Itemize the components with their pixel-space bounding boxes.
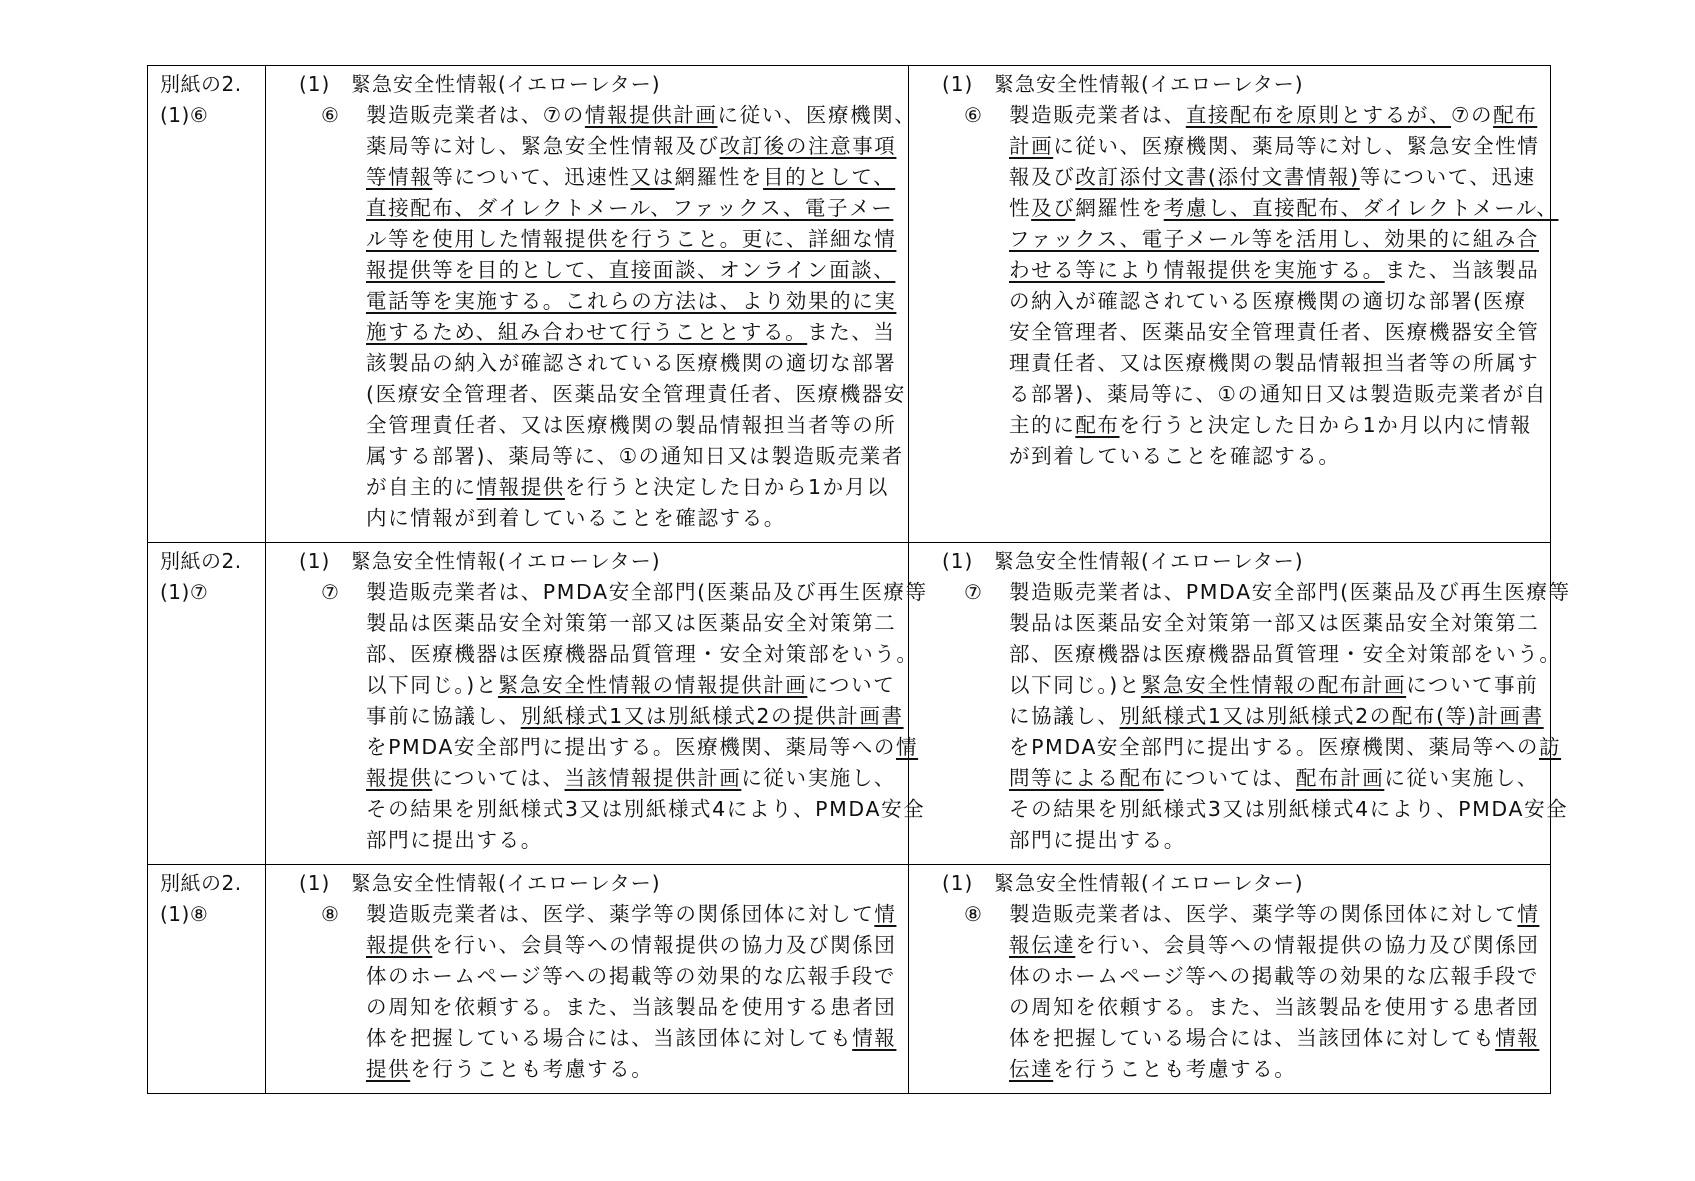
text-segment: に協議し、	[1009, 704, 1120, 728]
text-line	[366, 131, 898, 162]
underlined-revision-text: 考慮し、直接配布、ダイレクトメール、	[1163, 196, 1559, 220]
text-segment: に従い、医療機関、	[717, 103, 917, 127]
underlined-revision-text: 目的として、	[763, 165, 896, 189]
section-heading	[266, 868, 908, 899]
text-segment: 製品は医薬品安全対策第一部又は医薬品安全対策第二	[366, 611, 897, 635]
section-title: 緊急安全性情報(イエローレター)	[994, 549, 1304, 573]
text-segment: 製造販売業者は、PMDA安全部門(医薬品及び再生医療等	[1009, 580, 1571, 604]
paragraph-lines	[1009, 100, 1559, 472]
text-line	[366, 410, 898, 441]
underlined-revision-text: 及び	[1031, 196, 1076, 220]
underlined-revision-text: 計画	[1009, 134, 1054, 158]
section-title: 緊急安全性情報(イエローレター)	[351, 549, 661, 573]
text-segment: 全管理責任者、又は医療機関の製品情報担当者等の所	[366, 413, 897, 437]
comparison-table	[147, 65, 1571, 1094]
text-segment: 製造販売業者は、医学、薬学等の関係団体に対して	[366, 902, 875, 926]
paragraph-lines	[366, 899, 898, 1085]
text-line	[366, 441, 904, 472]
underlined-revision-text: 問等による配布	[1009, 766, 1164, 790]
text-line	[366, 930, 898, 961]
text-segment: の周知を依頼する。また、当該製品を使用する患者団	[366, 995, 897, 1019]
underlined-revision-text: 緊急安全性情報の配布計画	[1140, 673, 1407, 697]
old-text-cell	[266, 66, 917, 543]
text-line	[366, 639, 919, 670]
underlined-revision-text: 当該情報提供計画	[564, 766, 742, 790]
text-line	[366, 577, 928, 608]
text-line	[366, 825, 898, 856]
text-line	[366, 193, 898, 224]
section-title: 緊急安全性情報(イエローレター)	[994, 72, 1304, 96]
text-segment: 以下同じ。)と	[1009, 673, 1141, 697]
text-segment: 該製品の納入が確認されている医療機関の適切な部署	[366, 351, 897, 375]
text-segment: を行うことも考慮する。	[1053, 1057, 1297, 1081]
underlined-revision-text: 電話等を実施する。これらの方法は、より効果的に実	[366, 289, 897, 313]
reference-cell	[148, 543, 266, 865]
new-text-cell	[909, 543, 1571, 865]
text-line	[366, 794, 926, 825]
text-line	[1009, 255, 1540, 286]
text-line	[1009, 1054, 1540, 1085]
old-text-cell	[266, 865, 909, 1094]
text-segment: ⑦の	[1451, 103, 1494, 127]
underlined-revision-text: 別紙様式1又は別紙様式2の配布(等)計画書	[1119, 704, 1544, 728]
text-segment: 製造販売業者は、医学、薬学等の関係団体に対して	[1009, 902, 1518, 926]
underlined-revision-text: 提供	[366, 1057, 411, 1081]
text-segment: その結果を別紙様式3又は別紙様式4により、PMDA安全	[366, 797, 926, 821]
text-segment: 部門に提出する。	[366, 828, 543, 852]
underlined-revision-text: 伝達	[1009, 1057, 1054, 1081]
text-line	[1009, 825, 1540, 856]
text-line	[1009, 794, 1569, 825]
text-segment: 等について、迅速性	[432, 165, 631, 189]
underlined-revision-text: 配布	[1075, 413, 1120, 437]
text-segment: については、	[432, 766, 565, 790]
text-segment: その結果を別紙様式3又は別紙様式4により、PMDA安全	[1009, 797, 1569, 821]
text-line	[1009, 639, 1562, 670]
text-segment: 事前に協議し、	[366, 704, 521, 728]
text-segment: を行い、会員等への情報提供の協力及び関係団	[432, 933, 897, 957]
section-number: (1)	[299, 72, 331, 96]
item-paragraph	[909, 577, 1571, 856]
reference-label-line-2: (1)⑥	[160, 103, 209, 127]
item-marker: ⑧	[321, 902, 339, 926]
text-line	[1009, 379, 1547, 410]
table-row	[148, 543, 1551, 865]
underlined-revision-text: 情報提供	[476, 475, 565, 499]
text-line	[366, 1054, 898, 1085]
text-line	[366, 255, 898, 286]
text-segment: をPMDA安全部門に提出する。医療機関、薬局等への	[366, 735, 896, 759]
section-number: (1)	[299, 549, 331, 573]
section-heading	[909, 69, 1550, 100]
text-line	[366, 286, 898, 317]
item-paragraph	[909, 100, 1559, 472]
text-segment: に従い実施し、	[741, 766, 897, 790]
underlined-revision-text: 等情報	[366, 165, 433, 189]
new-text-cell	[909, 66, 1559, 543]
reference-label-line-1: 別紙の2.	[160, 549, 242, 573]
text-segment: について	[807, 673, 896, 697]
item-marker: ⑦	[321, 580, 339, 604]
text-segment: 性	[1009, 196, 1032, 220]
text-line	[366, 224, 898, 255]
reference-label-line-1: 別紙の2.	[160, 871, 242, 895]
item-marker: ⑦	[964, 580, 982, 604]
table-row	[148, 865, 1551, 1094]
section-number: (1)	[942, 549, 974, 573]
text-line	[366, 992, 898, 1023]
underlined-revision-text: 又は	[630, 165, 675, 189]
text-line	[366, 503, 898, 534]
section-title: 緊急安全性情報(イエローレター)	[351, 871, 661, 895]
text-line	[366, 961, 898, 992]
text-line	[1009, 701, 1544, 732]
underlined-revision-text: 配布計画	[1295, 766, 1385, 790]
text-segment: 製造販売業者は、⑦の	[366, 103, 585, 127]
text-segment: に従い、医療機関、薬局等に対し、緊急安全性情	[1053, 134, 1540, 158]
item-paragraph	[266, 899, 908, 1085]
text-line	[1009, 608, 1540, 639]
underlined-revision-text: ル等を使用した情報提供を行うこと。更に、詳細な情	[366, 227, 897, 251]
text-segment: 体を把握している場合には、当該団体に対しても	[366, 1026, 853, 1050]
text-line	[366, 608, 898, 639]
text-line	[366, 763, 898, 794]
text-line	[1009, 577, 1571, 608]
text-segment: 体のホームページ等への掲載等の効果的な広報手段で	[366, 964, 896, 988]
section-title: 緊急安全性情報(イエローレター)	[351, 72, 661, 96]
text-line	[1009, 100, 1540, 131]
underlined-revision-text: ファックス、電子メール等を活用し、効果的に組み合	[1009, 227, 1539, 251]
text-segment: 以下同じ。)と	[366, 673, 498, 697]
text-line	[366, 100, 917, 131]
text-segment: 部門に提出する。	[1009, 828, 1186, 852]
new-text-cell	[909, 865, 1551, 1094]
text-line	[366, 162, 898, 193]
text-line	[1009, 193, 1559, 224]
text-line	[1009, 348, 1540, 379]
underlined-revision-text: 改訂後の注意事項	[719, 134, 897, 158]
text-line	[1009, 992, 1540, 1023]
text-segment: の周知を依頼する。また、当該製品を使用する患者団	[1009, 995, 1540, 1019]
underlined-revision-text: 改訂添付文書(添付文書情報)	[1075, 165, 1360, 189]
text-segment: に従い実施し、	[1384, 766, 1540, 790]
text-line	[1009, 670, 1540, 701]
underlined-revision-text: 情	[1517, 902, 1540, 926]
text-segment: 製造販売業者は、PMDA安全部門(医薬品及び再生医療等	[366, 580, 928, 604]
text-segment: 安全管理者、医薬品安全管理責任者、医療機器安全管	[1009, 320, 1540, 344]
text-line	[1009, 162, 1540, 193]
text-line	[1009, 899, 1540, 930]
text-line	[1009, 763, 1540, 794]
section-heading	[909, 546, 1550, 577]
text-segment: 等について、迅速	[1359, 165, 1536, 189]
underlined-revision-text: 配布	[1493, 103, 1538, 127]
text-segment: 薬局等に対し、緊急安全性情報及び	[366, 134, 720, 158]
item-marker: ⑥	[964, 103, 982, 127]
text-segment: る部署)、薬局等に、①の通知日又は製造販売業者が自	[1009, 382, 1547, 406]
underlined-revision-text: 情報	[1495, 1026, 1540, 1050]
underlined-revision-text: 直接配布を原則とするが、	[1185, 103, 1452, 127]
underlined-revision-text: 別紙様式1又は別紙様式2の提供計画書	[520, 704, 904, 728]
text-line	[366, 317, 898, 348]
text-segment: 網羅性を	[1075, 196, 1164, 220]
text-line	[1009, 732, 1562, 763]
underlined-revision-text: わせる等により情報提供を実施する。	[1009, 258, 1385, 282]
paragraph-lines	[366, 100, 917, 534]
text-line	[366, 472, 898, 503]
text-line	[1009, 1023, 1540, 1054]
text-line	[1009, 317, 1540, 348]
underlined-revision-text: 訪	[1539, 735, 1562, 759]
text-segment: 主的に	[1009, 413, 1076, 437]
text-segment: 属する部署)、薬局等に、①の通知日又は製造販売業者	[366, 444, 904, 468]
underlined-revision-text: 情	[896, 735, 919, 759]
section-number: (1)	[942, 871, 974, 895]
text-segment: 部、医療機器は医療機器品質管理・安全対策部をいう。	[366, 642, 919, 666]
reference-label-line-1: 別紙の2.	[160, 72, 242, 96]
text-segment: 網羅性を	[674, 165, 764, 189]
text-segment: 製品は医薬品安全対策第一部又は医薬品安全対策第二	[1009, 611, 1540, 635]
item-paragraph	[266, 577, 928, 856]
item-marker: ⑥	[321, 103, 339, 127]
text-segment: (医療安全管理者、医薬品安全管理責任者、医療機器安	[366, 382, 906, 406]
underlined-revision-text: 報提供	[366, 933, 433, 957]
text-segment: が到着していることを確認する。	[1009, 444, 1341, 468]
section-title: 緊急安全性情報(イエローレター)	[994, 871, 1304, 895]
section-heading	[909, 868, 1550, 899]
text-segment: については、	[1163, 766, 1296, 790]
text-line	[366, 670, 898, 701]
text-segment: また、当	[807, 320, 896, 344]
text-line	[1009, 224, 1540, 255]
text-line	[1009, 131, 1540, 162]
text-segment: を行うことも考慮する。	[410, 1057, 654, 1081]
text-segment: 体のホームページ等への掲載等の効果的な広報手段で	[1009, 964, 1539, 988]
text-segment: について事前	[1406, 673, 1539, 697]
section-heading	[266, 546, 908, 577]
underlined-revision-text: 情報提供計画	[584, 103, 718, 127]
text-line	[366, 732, 919, 763]
section-heading	[266, 69, 908, 100]
underlined-revision-text: 緊急安全性情報の情報提供計画	[497, 673, 808, 697]
table-body	[148, 66, 1571, 1094]
text-segment: が自主的に	[366, 475, 477, 499]
text-line	[366, 1023, 898, 1054]
text-line	[366, 379, 906, 410]
section-number: (1)	[942, 72, 974, 96]
text-segment: 体を把握している場合には、当該団体に対しても	[1009, 1026, 1496, 1050]
item-paragraph	[909, 899, 1550, 1085]
underlined-revision-text: 情	[874, 902, 897, 926]
section-number: (1)	[299, 871, 331, 895]
reference-label-line-2: (1)⑧	[160, 902, 209, 926]
text-segment: を行うと決定した日から1か月以	[564, 475, 889, 499]
text-segment: 製造販売業者は、	[1009, 103, 1186, 127]
text-segment: を行い、会員等への情報提供の協力及び関係団	[1075, 933, 1540, 957]
text-line	[1009, 930, 1540, 961]
underlined-revision-text: 報提供等を目的として、直接面談、オンライン面談、	[366, 258, 896, 282]
underlined-revision-text: 直接配布、ダイレクトメール、ファックス、電子メー	[366, 196, 894, 220]
item-paragraph	[266, 100, 917, 534]
reference-cell	[148, 66, 266, 543]
text-line	[366, 348, 898, 379]
text-line	[366, 899, 898, 930]
item-marker: ⑧	[964, 902, 982, 926]
old-text-cell	[266, 543, 928, 865]
underlined-revision-text: 施するため、組み合わせて行うこととする。	[366, 320, 808, 344]
text-segment: 部、医療機器は医療機器品質管理・安全対策部をいう。	[1009, 642, 1562, 666]
text-segment: また、当該製品	[1384, 258, 1540, 282]
reference-cell	[148, 865, 266, 1094]
text-segment: の納入が確認されている医療機関の適切な部署(医療	[1009, 289, 1527, 313]
text-segment: 理責任者、又は医療機関の製品情報担当者等の所属す	[1009, 351, 1540, 375]
text-line	[1009, 961, 1540, 992]
underlined-revision-text: 情報	[852, 1026, 897, 1050]
underlined-revision-text: 報伝達	[1009, 933, 1076, 957]
table-row	[148, 66, 1551, 543]
text-segment: を行うと決定した日から1か月以内に情報	[1119, 413, 1532, 437]
text-segment: 内に情報が到着していることを確認する。	[366, 506, 786, 530]
text-line	[1009, 286, 1540, 317]
paragraph-lines	[1009, 899, 1540, 1085]
text-line	[1009, 410, 1540, 441]
reference-label-line-2: (1)⑦	[160, 580, 209, 604]
underlined-revision-text: 報提供	[366, 766, 433, 790]
text-line	[1009, 441, 1540, 472]
paragraph-lines	[1009, 577, 1571, 856]
text-segment: 報及び	[1009, 165, 1076, 189]
text-segment: をPMDA安全部門に提出する。医療機関、薬局等への	[1009, 735, 1539, 759]
text-line	[366, 701, 904, 732]
paragraph-lines	[366, 577, 928, 856]
